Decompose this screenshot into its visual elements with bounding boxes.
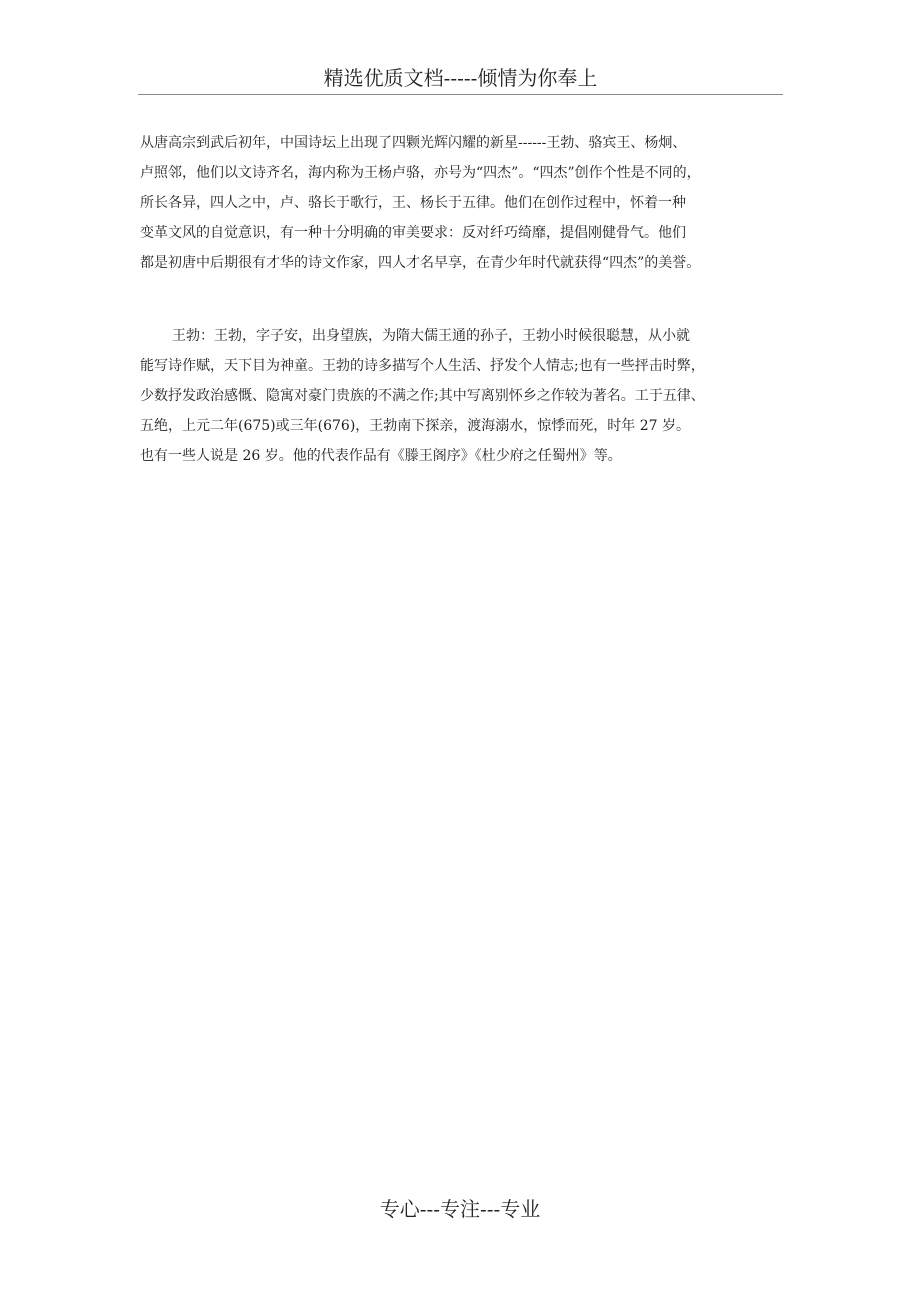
text-line: 所长各异，四人之中，卢、骆长于歌行，王、杨长于五律。他们在创作过程中，怀着一种 bbox=[140, 195, 686, 211]
text-line: 能写诗作赋，天下目为神童。王勃的诗多描写个人生活、抒发个人情志;也有一些抨击时弊， bbox=[140, 358, 705, 374]
text-line: 王勃：王勃，字子安，出身望族，为隋大儒王通的孙子，王勃小时候很聪慧，从小就 bbox=[172, 328, 690, 344]
text-line: 从唐高宗到武后初年，中国诗坛上出现了四颗光辉闪耀的新星------王勃、骆宾王、杨炯、 bbox=[140, 135, 687, 151]
text-line: 变革文风的自觉意识，有一种十分明确的审美要求：反对纤巧绮靡，提倡刚健骨气。他们 bbox=[140, 225, 686, 241]
paragraph-spacer bbox=[140, 278, 792, 321]
page-footer: 专心---专注---专业 bbox=[379, 1197, 541, 1221]
page-header bbox=[138, 62, 783, 95]
document-body bbox=[140, 128, 792, 471]
text-line: 都是初唐中后期很有才华的诗文作家，四人才名早享，在青少年时代就获得“四杰”的美誉。 bbox=[140, 255, 701, 271]
header-title: 精选优质文档-----倾情为你奉上 bbox=[323, 66, 598, 90]
paragraph-wang-bo bbox=[140, 321, 792, 471]
text-line: 五绝，上元二年(675)或三年(676)，王勃南下探亲，渡海溺水，惊悸而死，时年 27 岁。 bbox=[140, 418, 691, 434]
paragraph-intro bbox=[140, 128, 792, 278]
text-line: 卢照邻，他们以文诗齐名，海内称为王杨卢骆，亦号为“四杰”。“四杰”创作个性是不同的， bbox=[140, 165, 701, 181]
text-line: 少数抒发政治感慨、隐寓对豪门贵族的不满之作;其中写离别怀乡之作较为著名。工于五律、 bbox=[140, 388, 705, 404]
text-line: 也有一些人说是 26 岁。他的代表作品有《滕王阁序》《杜少府之任蜀州》等。 bbox=[140, 448, 622, 464]
